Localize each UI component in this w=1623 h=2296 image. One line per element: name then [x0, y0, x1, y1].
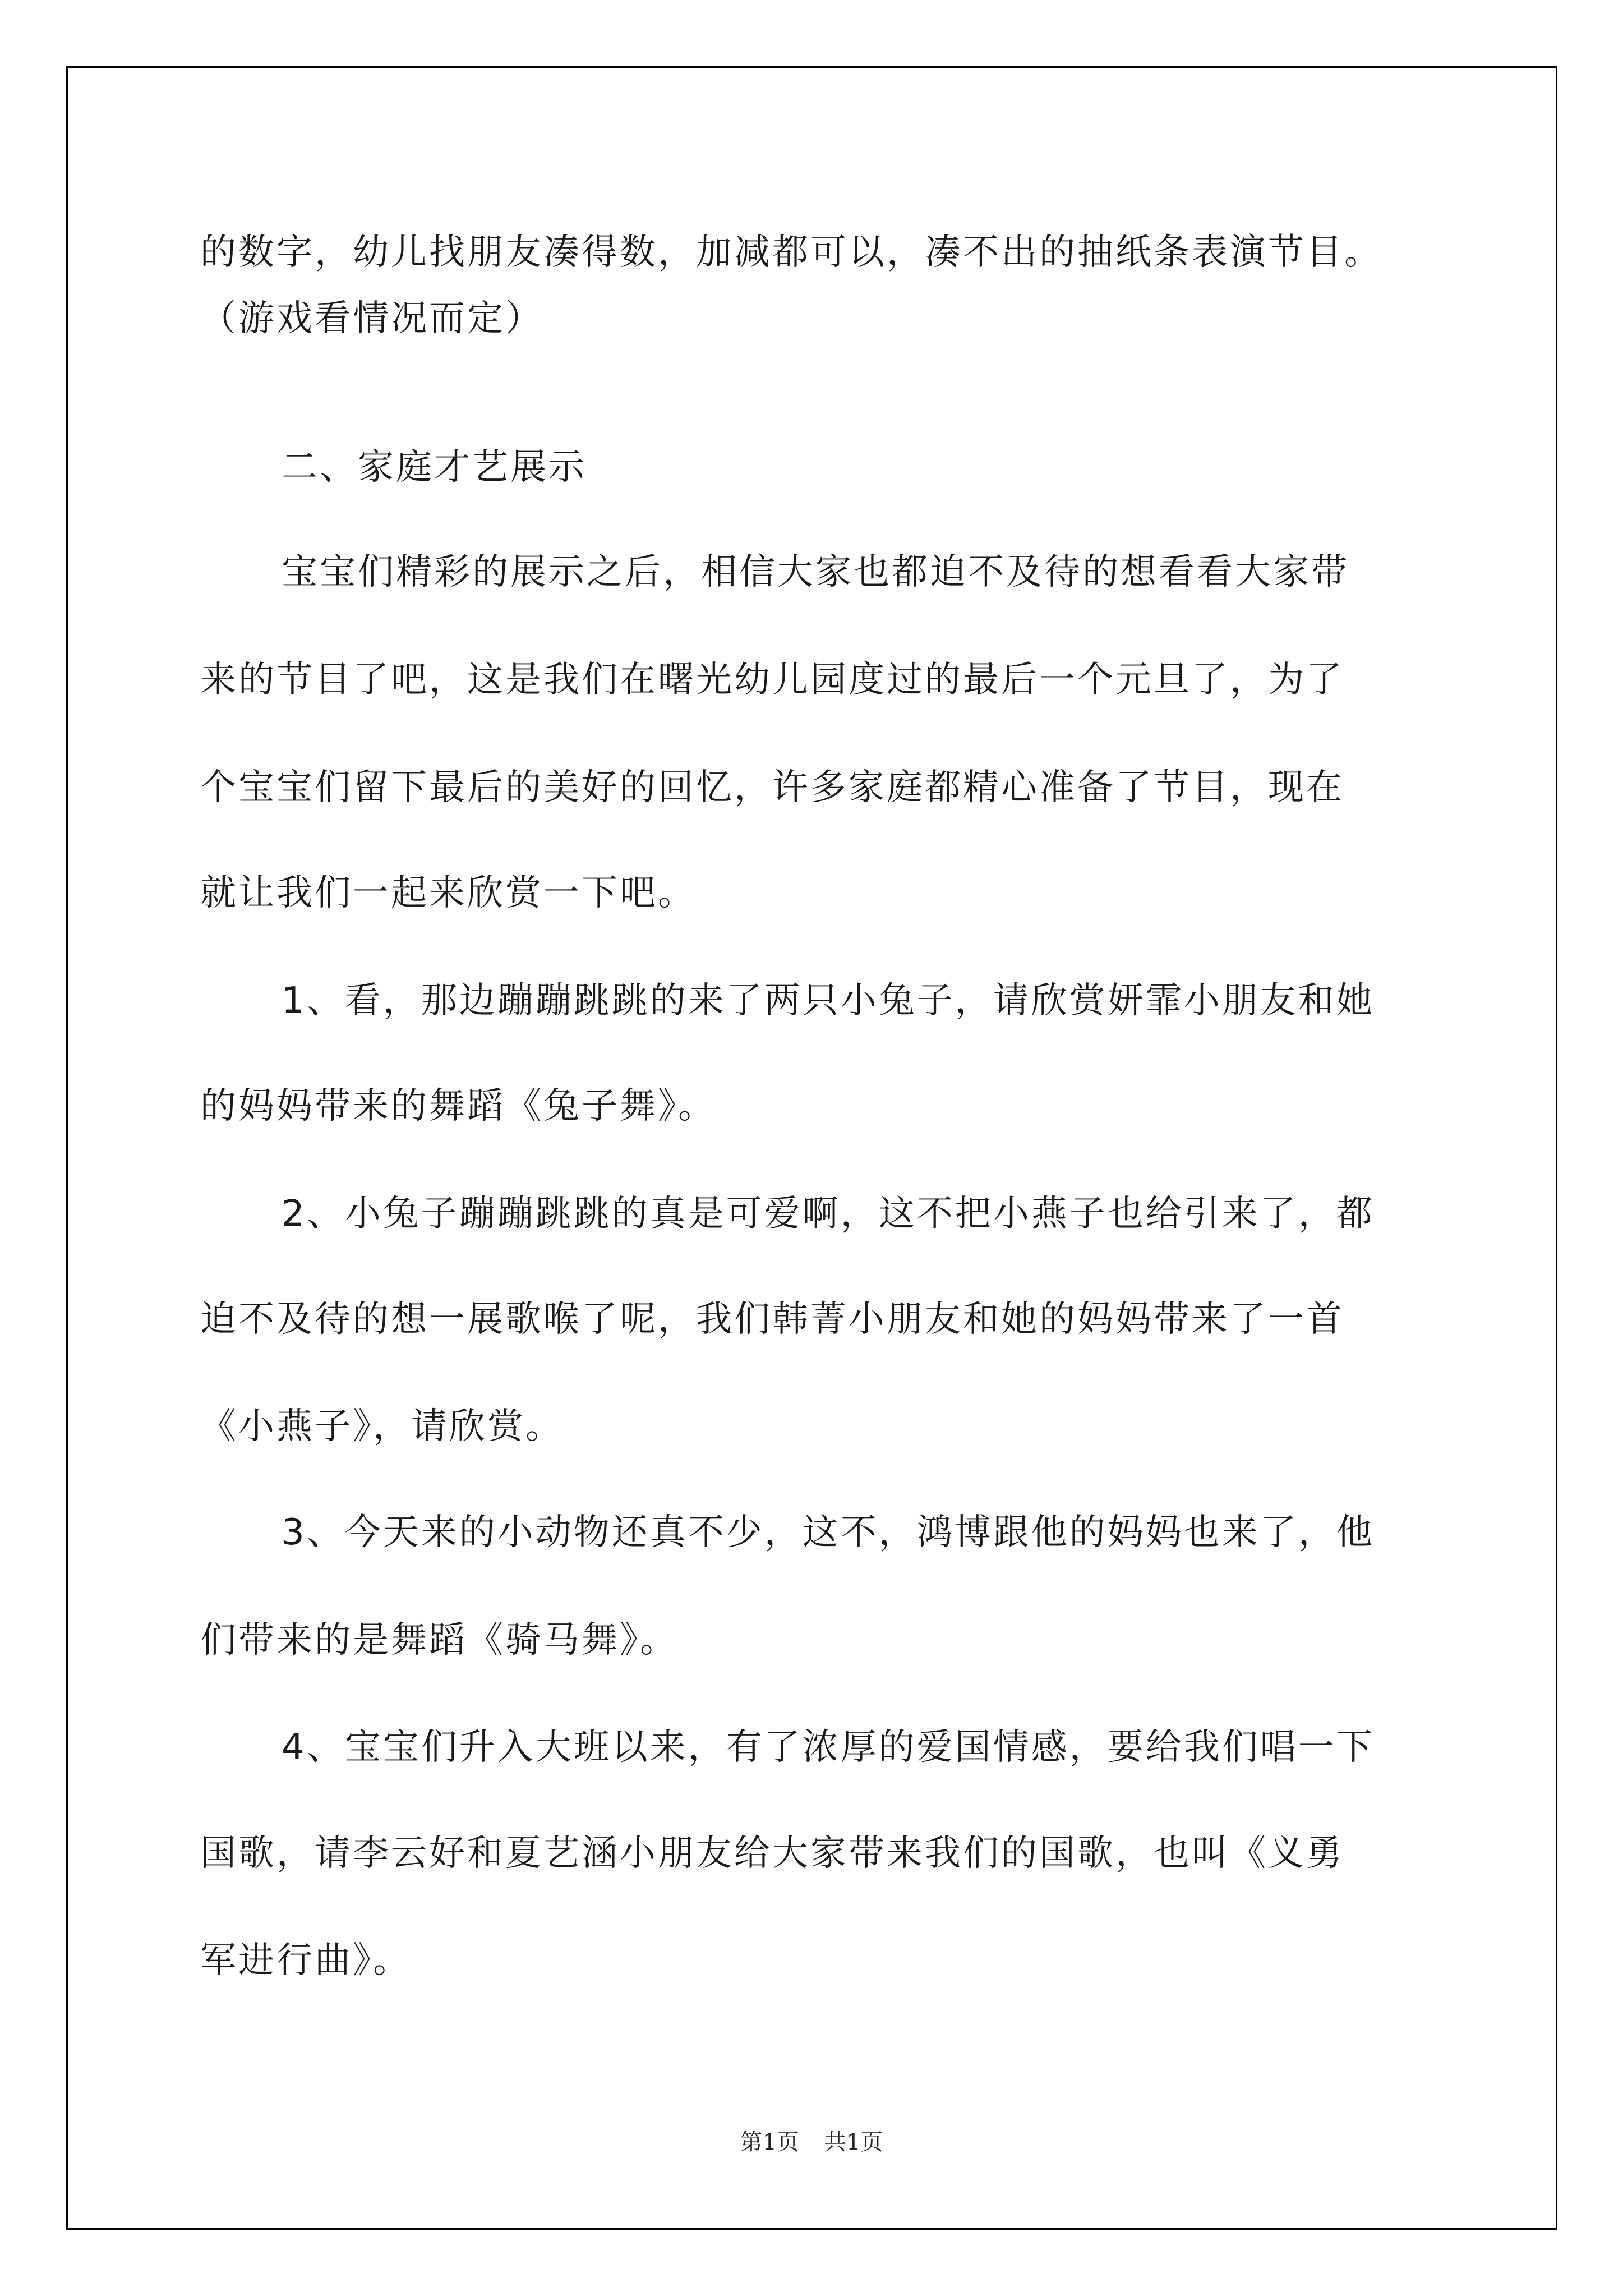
body-line: 4、宝宝们升入大班以来，有了浓厚的爱国情感，要给我们唱一下 [282, 1727, 1375, 1768]
body-line: 宝宝们精彩的展示之后，相信大家也都迫不及待的想看看大家带 [282, 551, 1349, 593]
page-border [66, 66, 1557, 2230]
body-line: 2、小兔子蹦蹦跳跳的真是可爱啊，这不把小燕子也给引来了，都 [282, 1193, 1375, 1235]
body-line: 国歌，请李云好和夏艺涵小朋友给大家带来我们的国歌，也叫《义勇 [200, 1833, 1344, 1874]
body-line: 就让我们一起来欣赏一下吧。 [200, 872, 696, 914]
section-heading: 二、家庭才艺展示 [282, 447, 587, 488]
page-footer [0, 2131, 1623, 2154]
body-line: （游戏看情况而定） [200, 298, 543, 339]
page-total: 共1页 [824, 2129, 883, 2155]
body-line: 迫不及待的想一展歌喉了呢，我们韩菁小朋友和她的妈妈带来了一首 [200, 1299, 1344, 1340]
body-line: 来的节目了吧，这是我们在曙光幼儿园度过的最后一个元旦了，为了 [200, 659, 1344, 701]
body-line: 1、看，那边蹦蹦跳跳的来了两只小兔子，请欣赏妍霏小朋友和她 [282, 980, 1375, 1022]
body-line: 《小燕子》，请欣赏。 [200, 1406, 564, 1447]
body-line: 们带来的是舞蹈《骑马舞》。 [200, 1619, 678, 1661]
body-line: 军进行曲》。 [200, 1940, 411, 1981]
body-line: 的数字，幼儿找朋友凑得数，加减都可以，凑不出的抽纸条表演节目。 [200, 232, 1382, 273]
body-line: 3、今天来的小动物还真不少，这不，鸿博跟他的妈妈也来了，他 [282, 1512, 1375, 1553]
page-number: 第1页 [740, 2129, 799, 2155]
body-line: 的妈妈带来的舞蹈《兔子舞》。 [200, 1085, 716, 1127]
body-line: 个宝宝们留下最后的美好的回忆，许多家庭都精心准备了节目，现在 [200, 767, 1344, 808]
